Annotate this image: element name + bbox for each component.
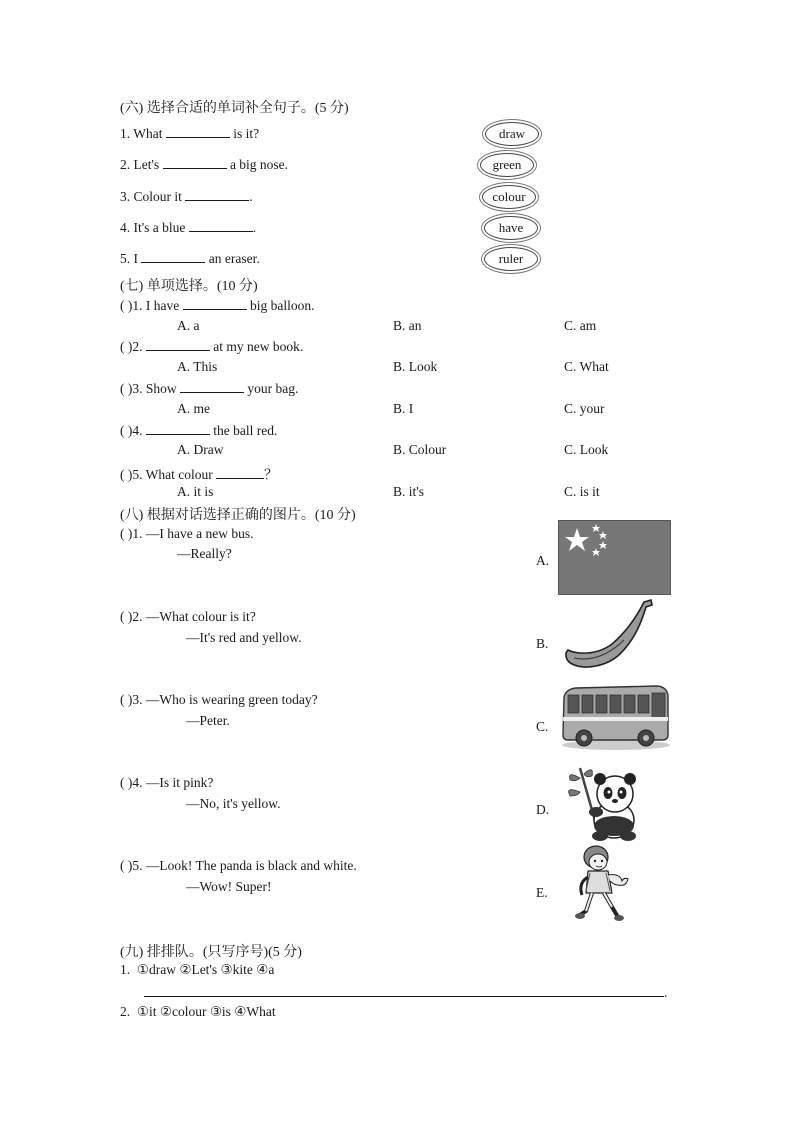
word-bank-draw: draw <box>485 122 539 146</box>
option[interactable]: C. Look <box>564 442 609 457</box>
option[interactable]: A. a <box>177 318 200 333</box>
picture-label-e: E. <box>536 885 548 900</box>
word-bank-have: have <box>484 216 538 240</box>
option[interactable]: C. your <box>564 401 605 416</box>
s6-item-5: 5. I an eraser. <box>120 251 260 266</box>
s8-dialog-1-reply: —Really? <box>177 546 232 561</box>
answer-blank <box>146 338 210 351</box>
banana-picture[interactable] <box>562 598 657 672</box>
answer-paren[interactable]: ( ) <box>120 526 133 541</box>
s7-question-1: ( )1. I have big balloon. <box>120 298 315 313</box>
flag-picture[interactable] <box>558 520 671 595</box>
picture-label-a: A. <box>536 553 550 568</box>
option[interactable]: C. is it <box>564 484 600 499</box>
boy-picture[interactable] <box>574 843 632 923</box>
section7-title: (七) 单项选择。(10 分) <box>120 279 258 294</box>
s8-dialog-2-reply: —It's red and yellow. <box>186 630 302 645</box>
s6-item-2: 2. Let's a big nose. <box>120 157 289 172</box>
answer-paren[interactable]: ( ) <box>120 298 133 313</box>
answer-paren[interactable]: ( ) <box>120 423 133 438</box>
answer-blank[interactable] <box>163 156 227 169</box>
s7-question-3: ( )3. Show your bag. <box>120 381 299 396</box>
s8-dialog-2: ( )2. —What colour is it? <box>120 609 256 624</box>
answer-paren[interactable]: ( ) <box>120 381 133 396</box>
option[interactable]: A. it is <box>177 484 214 499</box>
s8-dialog-3: ( )3. —Who is wearing green today? <box>120 692 318 707</box>
answer-paren[interactable]: ( ) <box>120 858 133 873</box>
s9-item-2: 2. ①it ②colour ③is ④What <box>120 1004 276 1019</box>
s8-dialog-5-reply: —Wow! Super! <box>186 879 272 894</box>
s7-question-4: ( )4. the ball red. <box>120 423 278 438</box>
option[interactable]: B. Colour <box>393 442 447 457</box>
word-bank-colour: colour <box>482 185 536 209</box>
section6-title: (六) 选择合适的单词补全句子。(5 分) <box>120 101 349 116</box>
word-bank-green: green <box>480 153 534 177</box>
option[interactable]: B. it's <box>393 484 424 499</box>
answer-blank[interactable] <box>166 125 230 138</box>
option[interactable]: C. am <box>564 318 597 333</box>
answer-paren[interactable]: ( ) <box>120 692 133 707</box>
option[interactable]: A. Draw <box>177 442 224 457</box>
picture-label-d: D. <box>536 802 550 817</box>
word-bank-ruler: ruler <box>484 247 538 271</box>
option[interactable]: B. an <box>393 318 422 333</box>
option[interactable]: B. I <box>393 401 414 416</box>
panda-picture[interactable] <box>566 764 644 842</box>
s6-item-4: 4. It's a blue . <box>120 220 257 235</box>
s8-dialog-4-reply: —No, it's yellow. <box>186 796 281 811</box>
answer-paren[interactable]: ( ) <box>120 467 133 482</box>
answer-paren[interactable]: ( ) <box>120 775 133 790</box>
picture-label-c: C. <box>536 719 549 734</box>
picture-label-b: B. <box>536 636 549 651</box>
answer-blank[interactable] <box>185 188 249 201</box>
answer-paren[interactable]: ( ) <box>120 339 133 354</box>
s8-dialog-3-reply: —Peter. <box>186 713 230 728</box>
bus-picture[interactable] <box>558 683 671 751</box>
s6-item-1: 1. What is it? <box>120 126 260 141</box>
answer-blank <box>183 297 247 310</box>
option[interactable]: A. me <box>177 401 210 416</box>
answer-blank <box>146 422 210 435</box>
s7-question-5: ( )5. What colour ？ <box>120 467 278 482</box>
option[interactable]: A. This <box>177 359 218 374</box>
s9-answer-line-1[interactable] <box>144 996 664 997</box>
section8-title: (八) 根据对话选择正确的图片。(10 分) <box>120 508 356 523</box>
s8-dialog-5: ( )5. —Look! The panda is black and white. <box>120 858 357 873</box>
s8-dialog-1: ( )1. —I have a new bus. <box>120 526 254 541</box>
answer-paren[interactable]: ( ) <box>120 609 133 624</box>
s8-dialog-4: ( )4. —Is it pink? <box>120 775 214 790</box>
answer-blank[interactable] <box>141 250 205 263</box>
s6-item-3: 3. Colour it . <box>120 189 253 204</box>
answer-blank[interactable] <box>189 219 253 232</box>
s9-item-1: 1. ①draw ②Let's ③kite ④a <box>120 962 275 977</box>
option[interactable]: B. Look <box>393 359 438 374</box>
section9-title: (九) 排排队。(只写序号)(5 分) <box>120 945 302 960</box>
end-mark: . <box>664 985 668 1000</box>
option[interactable]: C. What <box>564 359 609 374</box>
s7-question-2: ( )2. at my new book. <box>120 339 304 354</box>
answer-blank <box>216 466 264 479</box>
answer-blank <box>180 380 244 393</box>
